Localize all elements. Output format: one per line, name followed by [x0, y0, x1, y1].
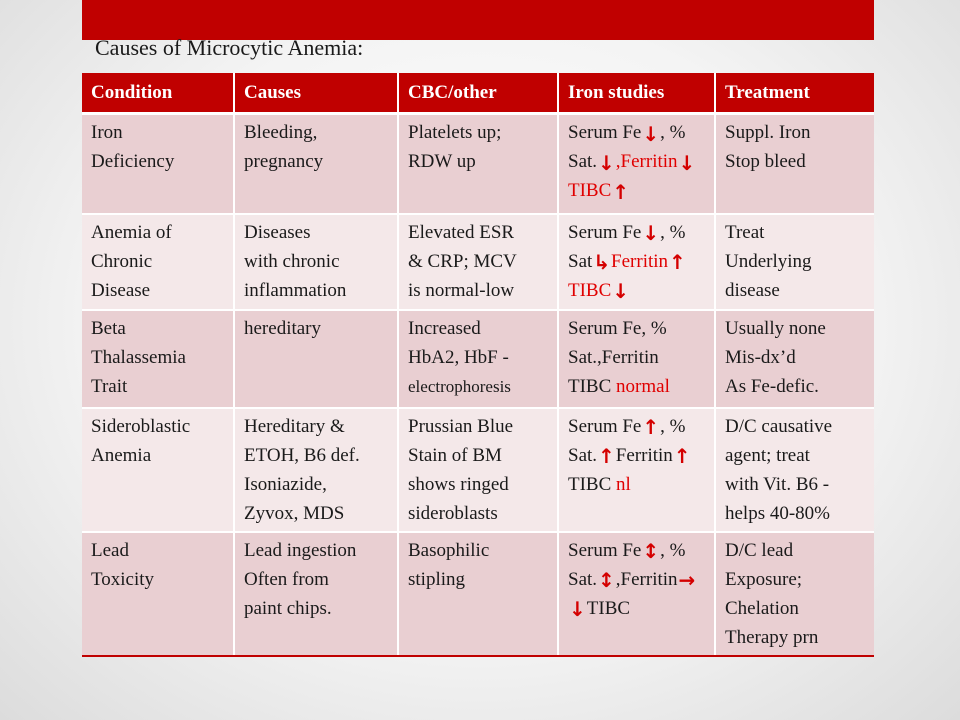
treatment-cell: [715, 532, 874, 656]
treatment-text: D/C lead: [725, 539, 794, 561]
condition-cell: [82, 408, 234, 532]
condition-text: Chronic: [91, 250, 153, 272]
header-causes: Causes: [234, 73, 398, 114]
causes-text: hereditary: [244, 317, 322, 339]
cbc-cell: [398, 114, 558, 214]
arrow-up-icon: ↑: [669, 250, 686, 275]
treatment-cell: [715, 310, 874, 408]
treatment-text: Stop bleed: [725, 151, 806, 172]
causes-text: inflammation: [244, 279, 347, 301]
ferritin-text: Ferritin: [615, 444, 673, 466]
arrow-down-icon: ↓: [642, 121, 660, 146]
arrow-down-icon: ↓: [642, 221, 660, 246]
treatment-text: Therapy prn: [725, 626, 819, 648]
tibc-text: TIBC: [568, 180, 612, 201]
arrow-down-icon: ↓: [598, 150, 615, 175]
sat-text: Sat.: [568, 444, 598, 466]
treatment-text: Usually none: [725, 317, 826, 339]
treatment-text: D/C causative: [725, 415, 833, 437]
treatment-cell: [715, 114, 874, 214]
cbc-text: Basophilic: [408, 539, 490, 561]
tibc-text: TIBC: [568, 279, 612, 301]
iron-studies-cell: [558, 408, 715, 532]
serum-fe-text: Serum Fe: [568, 122, 642, 143]
condition-text: Lead: [91, 539, 129, 561]
condition-text: Deficiency: [91, 151, 175, 172]
arrow-up-icon: ↑: [612, 179, 630, 204]
nl-text: nl: [616, 473, 631, 495]
treatment-cell: [715, 214, 874, 310]
causes-text: Hereditary &: [244, 415, 345, 437]
causes-cell: [234, 214, 398, 310]
condition-text: Trait: [91, 375, 128, 397]
header-treatment: Treatment: [715, 73, 874, 114]
cbc-cell: [398, 408, 558, 532]
causes-text: ETOH, B6 def.: [244, 444, 360, 466]
condition-text: Thalassemia: [91, 346, 186, 368]
causes-text: Lead ingestion: [244, 539, 357, 561]
iron-text: Sat.,Ferritin: [568, 346, 659, 368]
condition-cell: [82, 532, 234, 656]
causes-text: Often from: [244, 568, 329, 590]
treatment-text: Chelation: [725, 597, 799, 619]
arrow-down-icon: ↓: [612, 279, 630, 304]
condition-text: Toxicity: [91, 568, 155, 590]
cbc-text: is normal-low: [408, 279, 515, 301]
tibc-text: TIBC: [568, 473, 612, 495]
causes-text: paint chips.: [244, 597, 332, 619]
causes-cell: [234, 408, 398, 532]
table-row: [82, 532, 874, 656]
treatment-text: disease: [725, 279, 780, 301]
treatment-text: Treat: [725, 221, 765, 243]
arrow-down-icon: ↓: [569, 597, 586, 622]
condition-text: Sideroblastic: [91, 415, 191, 437]
condition-cell: [82, 114, 234, 214]
cbc-text: Prussian Blue: [408, 415, 514, 437]
iron-studies-cell: [558, 310, 715, 408]
table-row: [82, 310, 874, 408]
treatment-text: As Fe-defic.: [725, 375, 819, 397]
sat-text: Sat.: [568, 151, 598, 172]
cbc-text: & CRP; MCV: [408, 250, 517, 272]
causes-text: with chronic: [244, 250, 340, 272]
header-cbc-other: CBC/other: [398, 73, 558, 114]
treatment-text: helps 40-80%: [725, 502, 831, 524]
arrow-up-icon: ↑: [673, 444, 691, 469]
iron-studies-cell: [558, 532, 715, 656]
slide-title: Causes of Microcytic Anemia:: [95, 35, 364, 60]
arrow-right-icon: →: [678, 568, 696, 593]
treatment-text: Exposure;: [725, 568, 803, 590]
serum-fe-text: Serum Fe: [568, 539, 642, 561]
sat-text: Sat.: [568, 568, 598, 590]
percent-text: , %: [660, 122, 686, 143]
table-row: [82, 408, 874, 532]
tibc-text: TIBC: [568, 375, 612, 397]
cbc-cell: [398, 532, 558, 656]
iron-studies-cell: [558, 214, 715, 310]
treatment-text: Underlying: [725, 250, 812, 272]
serum-fe-text: Serum Fe: [568, 221, 642, 243]
treatment-text: Mis-dx’d: [725, 346, 796, 368]
cbc-text: stipling: [408, 568, 466, 590]
ferritin-text: ,Ferritin: [615, 151, 678, 172]
condition-cell: [82, 214, 234, 310]
cbc-text: Increased: [408, 317, 481, 339]
condition-cell: [82, 310, 234, 408]
percent-text: , %: [660, 539, 686, 561]
condition-text: Anemia: [91, 444, 152, 466]
condition-text: Beta: [91, 317, 126, 339]
cbc-text: HbA2, HbF -: [408, 346, 509, 368]
causes-cell: [234, 114, 398, 214]
condition-text: Disease: [91, 279, 151, 301]
cbc-text: Platelets up;: [408, 122, 502, 143]
cbc-text: sideroblasts: [408, 502, 498, 524]
iron-text: Serum Fe, %: [568, 317, 667, 339]
ferritin-text: ,Ferritin: [615, 568, 678, 590]
serum-fe-text: Serum Fe: [568, 415, 642, 437]
percent-text: , %: [660, 415, 686, 437]
cbc-text: Elevated ESR: [408, 221, 515, 243]
causes-text: Isoniazide,: [244, 473, 327, 495]
cbc-cell: [398, 214, 558, 310]
sat-text: Sat: [568, 250, 593, 272]
iron-studies-cell: [558, 114, 715, 214]
cbc-text: Stain of BM: [408, 444, 502, 466]
ferritin-text: Ferritin: [611, 250, 669, 272]
causes-cell: [234, 532, 398, 656]
cbc-text: electrophoresis: [408, 376, 511, 396]
condition-text: Anemia of: [91, 221, 172, 243]
normal-text: normal: [616, 375, 670, 397]
causes-text: Diseases: [244, 221, 311, 243]
header-row: [82, 73, 874, 114]
treatment-cell: [715, 408, 874, 532]
microcytic-anemia-table: [82, 73, 874, 657]
arrow-up-down-icon: ↕: [598, 568, 615, 593]
causes-text: Bleeding,: [244, 122, 318, 143]
causes-text: pregnancy: [244, 151, 324, 172]
header-condition: Condition: [82, 73, 234, 114]
cbc-text: shows ringed: [408, 473, 509, 495]
cbc-text: RDW up: [408, 151, 476, 172]
table-row: [82, 114, 874, 214]
tibc-text: TIBC: [586, 597, 631, 619]
arrow-up-icon: ↑: [598, 444, 615, 469]
percent-text: , %: [660, 221, 686, 243]
cbc-cell: [398, 310, 558, 408]
condition-text: Iron: [91, 122, 123, 143]
arrow-right-icon: ↳: [593, 250, 611, 275]
arrow-up-icon: ↑: [642, 415, 660, 440]
causes-text: Zyvox, MDS: [244, 502, 345, 524]
causes-cell: [234, 310, 398, 408]
header-iron-studies: Iron studies: [558, 73, 715, 114]
table-row: [82, 214, 874, 310]
arrow-down-icon: ↓: [678, 150, 696, 175]
treatment-text: Suppl. Iron: [725, 122, 811, 143]
treatment-text: with Vit. B6 -: [725, 473, 830, 495]
arrow-up-down-icon: ↕: [642, 539, 660, 564]
treatment-text: agent; treat: [725, 444, 810, 466]
